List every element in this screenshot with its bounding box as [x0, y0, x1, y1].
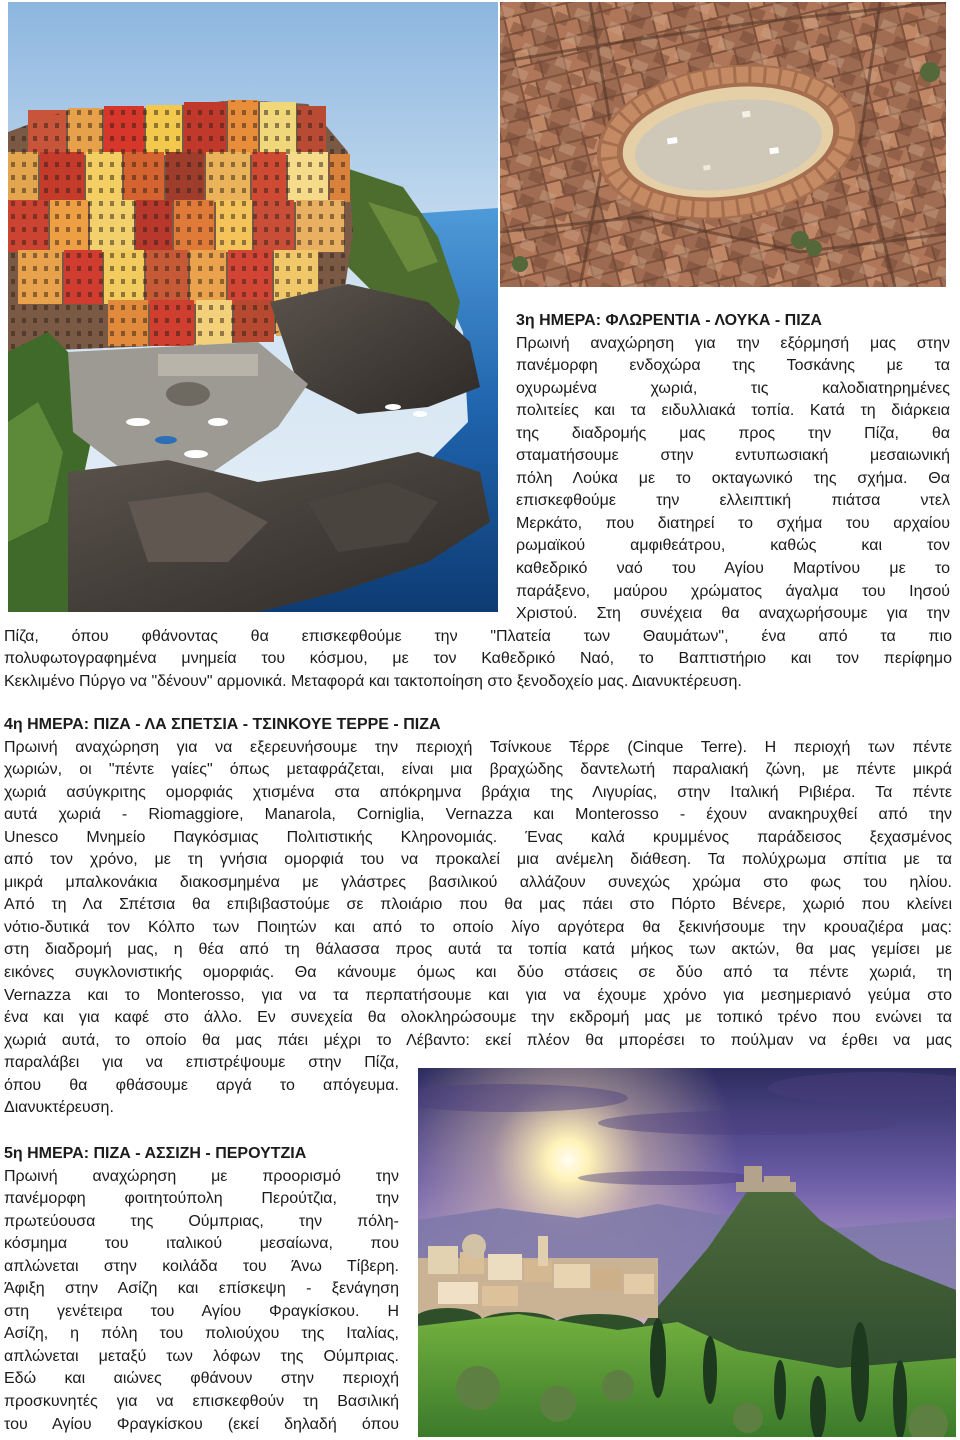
day4-line: μικρά μπαλκονάκια διακοσμημένα με γλάστρες βασιλικού αλλάζουν συνεχώς χρώμα στο φως του ηλίου. [4, 873, 952, 891]
day4-line: εικόνες συγκλονιστικής ομορφιάς. Θα κάνουμε όμως και δύο στάσεις σε δύο από τα πέντε χωριά, τη [4, 964, 952, 982]
day5-line: Πρωινή αναχώρηση με προορισμό την [4, 1167, 399, 1185]
day4-line: παραλάβει για να επιστρέψουμε στην Πίζα, [4, 1054, 399, 1072]
day5-line: προσκυνητές για να επισκεφθούν τη Βασιλική [4, 1393, 399, 1411]
day5-line: Ασίζη, η πόλη του πολιούχου της Ιταλίας, [4, 1325, 399, 1343]
day3-line: ρωμαϊκού αμφιθεάτρου, καθώς και τον [516, 537, 950, 555]
day5-line: κόσμημα του ιταλικού μεσαίωνα, που [4, 1235, 399, 1253]
day5-line: απλώνεται στην κοιλάδα του Άνω Τίβερη. [4, 1257, 399, 1275]
day4-section [0, 714, 960, 1120]
day4-line: αυτά χωριά - Riomaggiore, Manarola, Corniglia, Vernazza και Monterosso - έχουν ανακηρυχθεί από την [4, 806, 952, 824]
day3-line: πολιτείες και τα ειδυλλιακά τοπία. Κατά τη διάρκεια [516, 402, 950, 420]
day4-line: από τον χρόνο, με τη γνήσια ομορφιά του να προκαλεί μια ανέμελη διάθεση. Τα πολύχρωμα σπίτια με τα [4, 851, 952, 869]
day5-line: Άφιξη στην Ασίζη και επίσκεψη - ξενάγηση [4, 1280, 399, 1298]
day5-line: του Αγίου Φραγκίσκου (εκεί δηλαδή όπου [4, 1415, 399, 1433]
day5-line: στη γενέτειρα του Αγίου Φραγκίσκου. Η [4, 1302, 399, 1320]
day3-line: πανέμορφη ενδοχώρα της Τοσκάνης με τα [516, 357, 950, 375]
day4-line: χωριά αυτά, το οποίο θα μας πάει μέχρι το Λέβαντο: εκεί πλέον θα μπορέσει το πούλμαν να έρθει να μας [4, 1031, 952, 1049]
day4-heading: 4η ΗΜΕΡΑ: ΠΙΖΑ - ΛΑ ΣΠΕΤΣΙΑ - ΤΣΙΝΚΟΥΕ ΤΕΡΡΕ - ΠΙΖΑ [4, 716, 441, 733]
day5-line: απλώνεται μεταξύ των λόφων της Ούμπριας. [4, 1347, 399, 1365]
day4-line: ένα και για καφέ στο άλλο. Εν συνεχεία θα ολοκληρώσουμε την εκδρομή μας με τοπικό τρένο που ενώνει τα [4, 1009, 952, 1027]
day4-line: νότιο-δυτικά τον Κόλπο των Ποιητών και από το οποίο λίγο αργότερα θα ξεκινήσουμε την κρουαζιέρα μας: [4, 918, 952, 936]
day3-line: παράξενο, μαύρου χρώματος άγαλμα του Ιησού [516, 582, 950, 600]
day4-line: Πρωινή αναχώρηση για να εξερευνήσουμε την περιοχή Τσίνκουε Τέρρε (Cinque Terre). Η περιοχή των πέντε [4, 738, 952, 756]
day4-line: Vernazza και το Monterosso, για να τα περπατήσουμε και για να έχουμε χρόνο για μεσημεριανό γεύμα στο [4, 986, 952, 1004]
day4-line: όπου θα φθάσουμε αργά το απόγευμα. [4, 1076, 399, 1094]
day3-line: Μερκάτο, που διατηρεί το σχήμα του αρχαίου [516, 514, 950, 532]
day3-line: της διαδρομής μας προς την Πίζα, θα [516, 424, 950, 442]
day3-line: Κεκλιμένο Πύργο να "δένουν" αρμονικά. Μεταφορά και τακτοποίηση στο ξενοδοχείο μας. Διανυκτέρευση. [4, 672, 742, 690]
day5-heading: 5η ΗΜΕΡΑ: ΠΙΖΑ - ΑΣΣΙΖΗ - ΠΕΡΟΥΤΖΙΑ [4, 1145, 307, 1162]
day3-line: πόλη Λούκα με το οκταγωνικό της σχήμα. Θα [516, 469, 950, 487]
day3-line: οχυρωμένα χωριά, τις καλοδιατηρημένες [516, 379, 950, 397]
day4-line: χωριά ασύγκριτης ομορφιάς χτισμένα στα απόκρημνα βράχια της Λιγυρίας, στην Ιταλική Ριβιέρα. Τα πέντε [4, 783, 952, 801]
day3-line: καθεδρικό ναό του Αγίου Μαρτίνου με το [516, 560, 950, 578]
day4-line: Από τη Λα Σπέτσια θα επιβιβαστούμε σε πλοιάριο που θα μας πάει στο Πόρτο Βένερε, χωριό που κλείνει [4, 896, 952, 914]
day3-line: Πίζα, όπου φθάνοντας θα επισκεφθούμε την "Πλατεία των Θαυμάτων", ένα από τα πιο [4, 627, 952, 645]
day3-line: Χριστού. Στη συνέχεια θα αναχωρήσουμε για την [516, 605, 950, 623]
day3-line: επισκεφθούμε την ελλειπτική πιάτσα ντελ [516, 492, 950, 510]
day4-line: στη διαδρομή μας, η θέα από τη θάλασσα προς αυτά τα τοπία κατά μήκος των ακτών, θα μας γεμίσει με [4, 941, 952, 959]
day4-line: Unesco Μνημείο Παγκόσμιας Πολιτιστικής Κληρονομιάς. Ένας καλά κρυμμένος παράδεισος ξεχασμένος [4, 828, 952, 846]
day5-section [0, 1143, 960, 1436]
day4-line: Διανυκτέρευση. [4, 1099, 114, 1117]
day3-heading: 3η ΗΜΕΡΑ: ΦΛΩΡΕΝΤΙΑ - ΛΟΥΚΑ - ΠΙΖΑ [516, 312, 822, 329]
day3-section [0, 310, 960, 693]
day3-line: Πρωινή αναχώρηση για την εξόρμησή μας στην [516, 334, 950, 352]
day5-line: πρωτεύουσα της Ούμπριας, την πόλη- [4, 1212, 399, 1230]
day3-line: σταματήσουμε στην εντυπωσιακή μεσαιωνική [516, 447, 950, 465]
day4-line: χωριών, οι "πέντε γαίες" όπως μεταφράζεται, είναι μια βραχώδης δαντελωτή παραλιακή ζώνη, με πέντε μικρά [4, 761, 952, 779]
day5-line: Εδώ και αιώνες φθάνουν στην περιοχή [4, 1370, 399, 1388]
day3-line: πολυφωτογραφημένα μνημεία του κόσμου, με τον Καθεδρικό Ναό, το Βαπτιστήριο και τον περίφημο [4, 650, 952, 668]
day5-line: πανέμορφη φοιτητούπολη Περούτζια, την [4, 1190, 399, 1208]
lucca-aerial-photo [500, 2, 946, 287]
